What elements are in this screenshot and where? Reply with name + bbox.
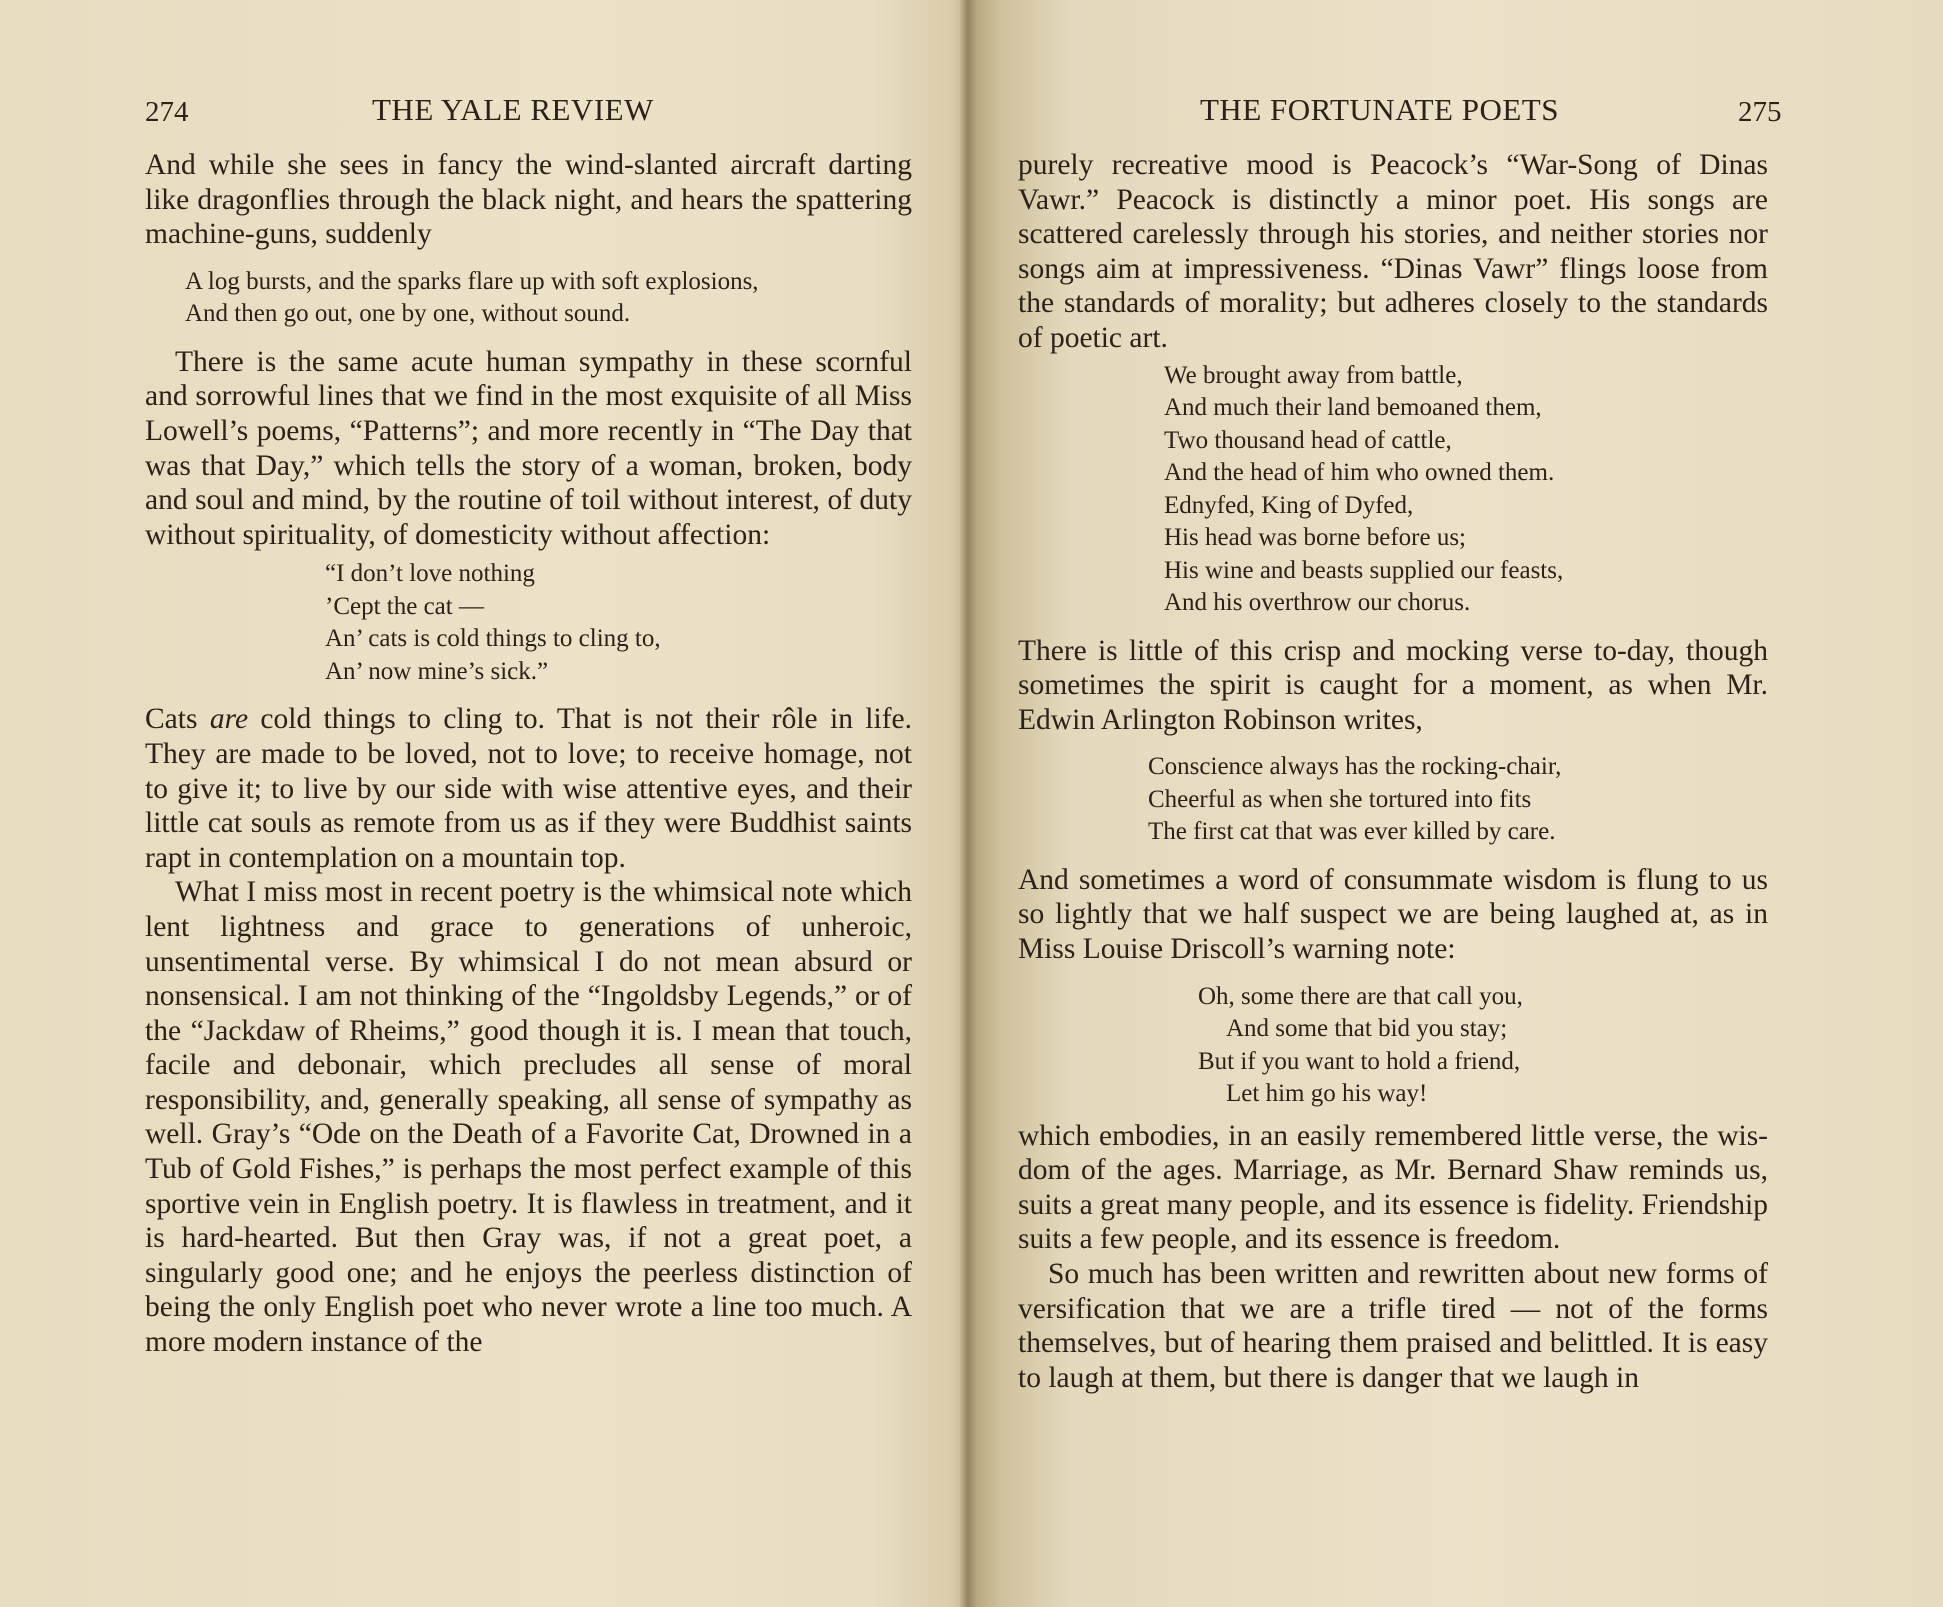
paragraph: purely recreative mood is Peacock’s “War-Song of Dinas Vawr.” Peacock is distinctly a minor poet. His songs are scattered carelessly through his stories, and neither stories nor songs aim at impressiveness. “Dinas Vawr” flings loose from the standards of morality; but adheres closely to the standards of poetic art. [1018,149,1768,354]
emphasis: are [209,703,249,736]
verse-line: Cheerful as when she tortured into fits [1148,785,1532,813]
right-page-body [1018,148,1768,1395]
left-page [0,0,960,1607]
verse-line: An’ now mine’s sick.” [325,657,549,685]
left-page-body [145,148,912,1360]
verse-line: And his overthrow our chorus. [1164,589,1471,617]
verse-line: His wine and beasts supplied our feasts, [1164,556,1564,584]
book-gutter [960,0,976,1607]
paragraph: There is little of this crisp and mocking verse to-day, though sometimes the spirit is caught for a moment, as when Mr. Edwin Arlington Robinson writes, [1018,634,1768,736]
verse-line: An’ cats is cold things to cling to, [325,625,661,653]
verse-line: And then go out, one by one, without sound. [185,300,631,328]
paragraph: And sometimes a word of consummate wisdom is flung to us so lightly that we half suspect we are being laughed at, as in Miss Louise Driscoll’s warning note: [1018,863,1768,966]
verse-line: “I don’t love nothing [325,560,535,588]
page-number: 275 [1738,96,1782,128]
paragraph: And while she sees in fancy the wind-slanted aircraft darting like dragonflies through the black night, and hears the spattering machine-guns, suddenly [145,149,912,251]
verse-line: A log bursts, and the sparks flare up with soft explosions, [185,267,759,295]
verse-line: Conscience always has the rocking-chair, [1148,753,1562,781]
verse-line: We brought away from battle, [1164,361,1463,389]
paragraph: There is the same acute human sympathy in these scornful and sorrowful lines that we find in the most exquisite of all Miss Lowell’s poems, “Patterns”; and more recently in “The Day that was that Day,” which tells the story of a woman, broken, body and soul and mind, by the routine of toil without interest, of duty without spirituality, of domesticity without affection: [145,345,912,551]
verse-block [1148,751,1768,849]
verse-line: Oh, some there are that call you, [1198,982,1523,1010]
verse-line: His head was borne before us; [1164,524,1466,552]
verse-line: Let him go his way! [1226,1080,1428,1108]
paragraph: So much has been written and rewritten about new forms of versification that we are a trifle tired — not of the forms themselves, but of hearing them praised and belittled. It is easy to laugh at them, but there is danger that we laugh in [1018,1258,1768,1394]
paragraph [145,702,912,875]
verse-line: Two thousand head of cattle, [1164,426,1452,454]
verse-line: And some that bid you stay; [1226,1015,1508,1043]
verse-line: And much their land bemoaned them, [1164,394,1542,422]
text-run: cold things to cling to. That is not their rôle in life. They are made to be loved, not to love; to receive homage, not to give it; to live by our side with wise attentive eyes, and their little cat souls as remote from us as if they were Buddhist saints rapt in contemplation on a mountain top. [145,703,912,874]
running-head: THE YALE REVIEW [372,92,654,127]
verse-line: The first cat that was ever killed by care. [1148,818,1556,846]
paragraph: which embodies, in an easily remembered little verse, the wisdom of the ages. Marriage, as Mr. Bernard Shaw reminds us, suits a great many people, and its essence is fidelity. Friendship suits a few people, and its essence is freedom. [1018,1119,1768,1256]
verse-line: But if you want to hold a friend, [1198,1047,1521,1075]
verse-line: ’Cept the cat — [325,592,484,620]
verse-block [1198,981,1768,1111]
verse-block [325,558,912,688]
verse-line: And the head of him who owned them. [1164,459,1555,487]
verse-line: Ednyfed, King of Dyfed, [1164,491,1414,519]
verse-block [1164,360,1768,620]
verse-block [185,266,912,331]
text-run: Cats [145,703,210,736]
right-page [976,0,1943,1607]
page-number: 274 [145,96,189,128]
running-head: THE FORTUNATE POETS [1200,92,1559,127]
paragraph: What I miss most in recent poetry is the whimsical note which lent lightness and grace to generations of unheroic, unsentimental verse. By whimsical I do not mean absurd or nonsensical. I am not thinking of the “Ingoldsby Legends,” or of the “Jackdaw of Rheims,” good though it is. I mean that touch, facile and debonair, which precludes all sense of moral responsibility, and, generally speaking, all sense of sympathy as well. Gray’s “Ode on the Death of a Favorite Cat, Drowned in a Tub of Gold Fishes,” is perhaps the most perfect example of this sportive vein in English poetry. It is flawless in treatment, and it is hard-hearted. But then Gray was, if not a great poet, a singularly good one; and he enjoys the peerless distinction of being the only English poet who never wrote a line too much. A more modern instance of the [145,876,912,1359]
